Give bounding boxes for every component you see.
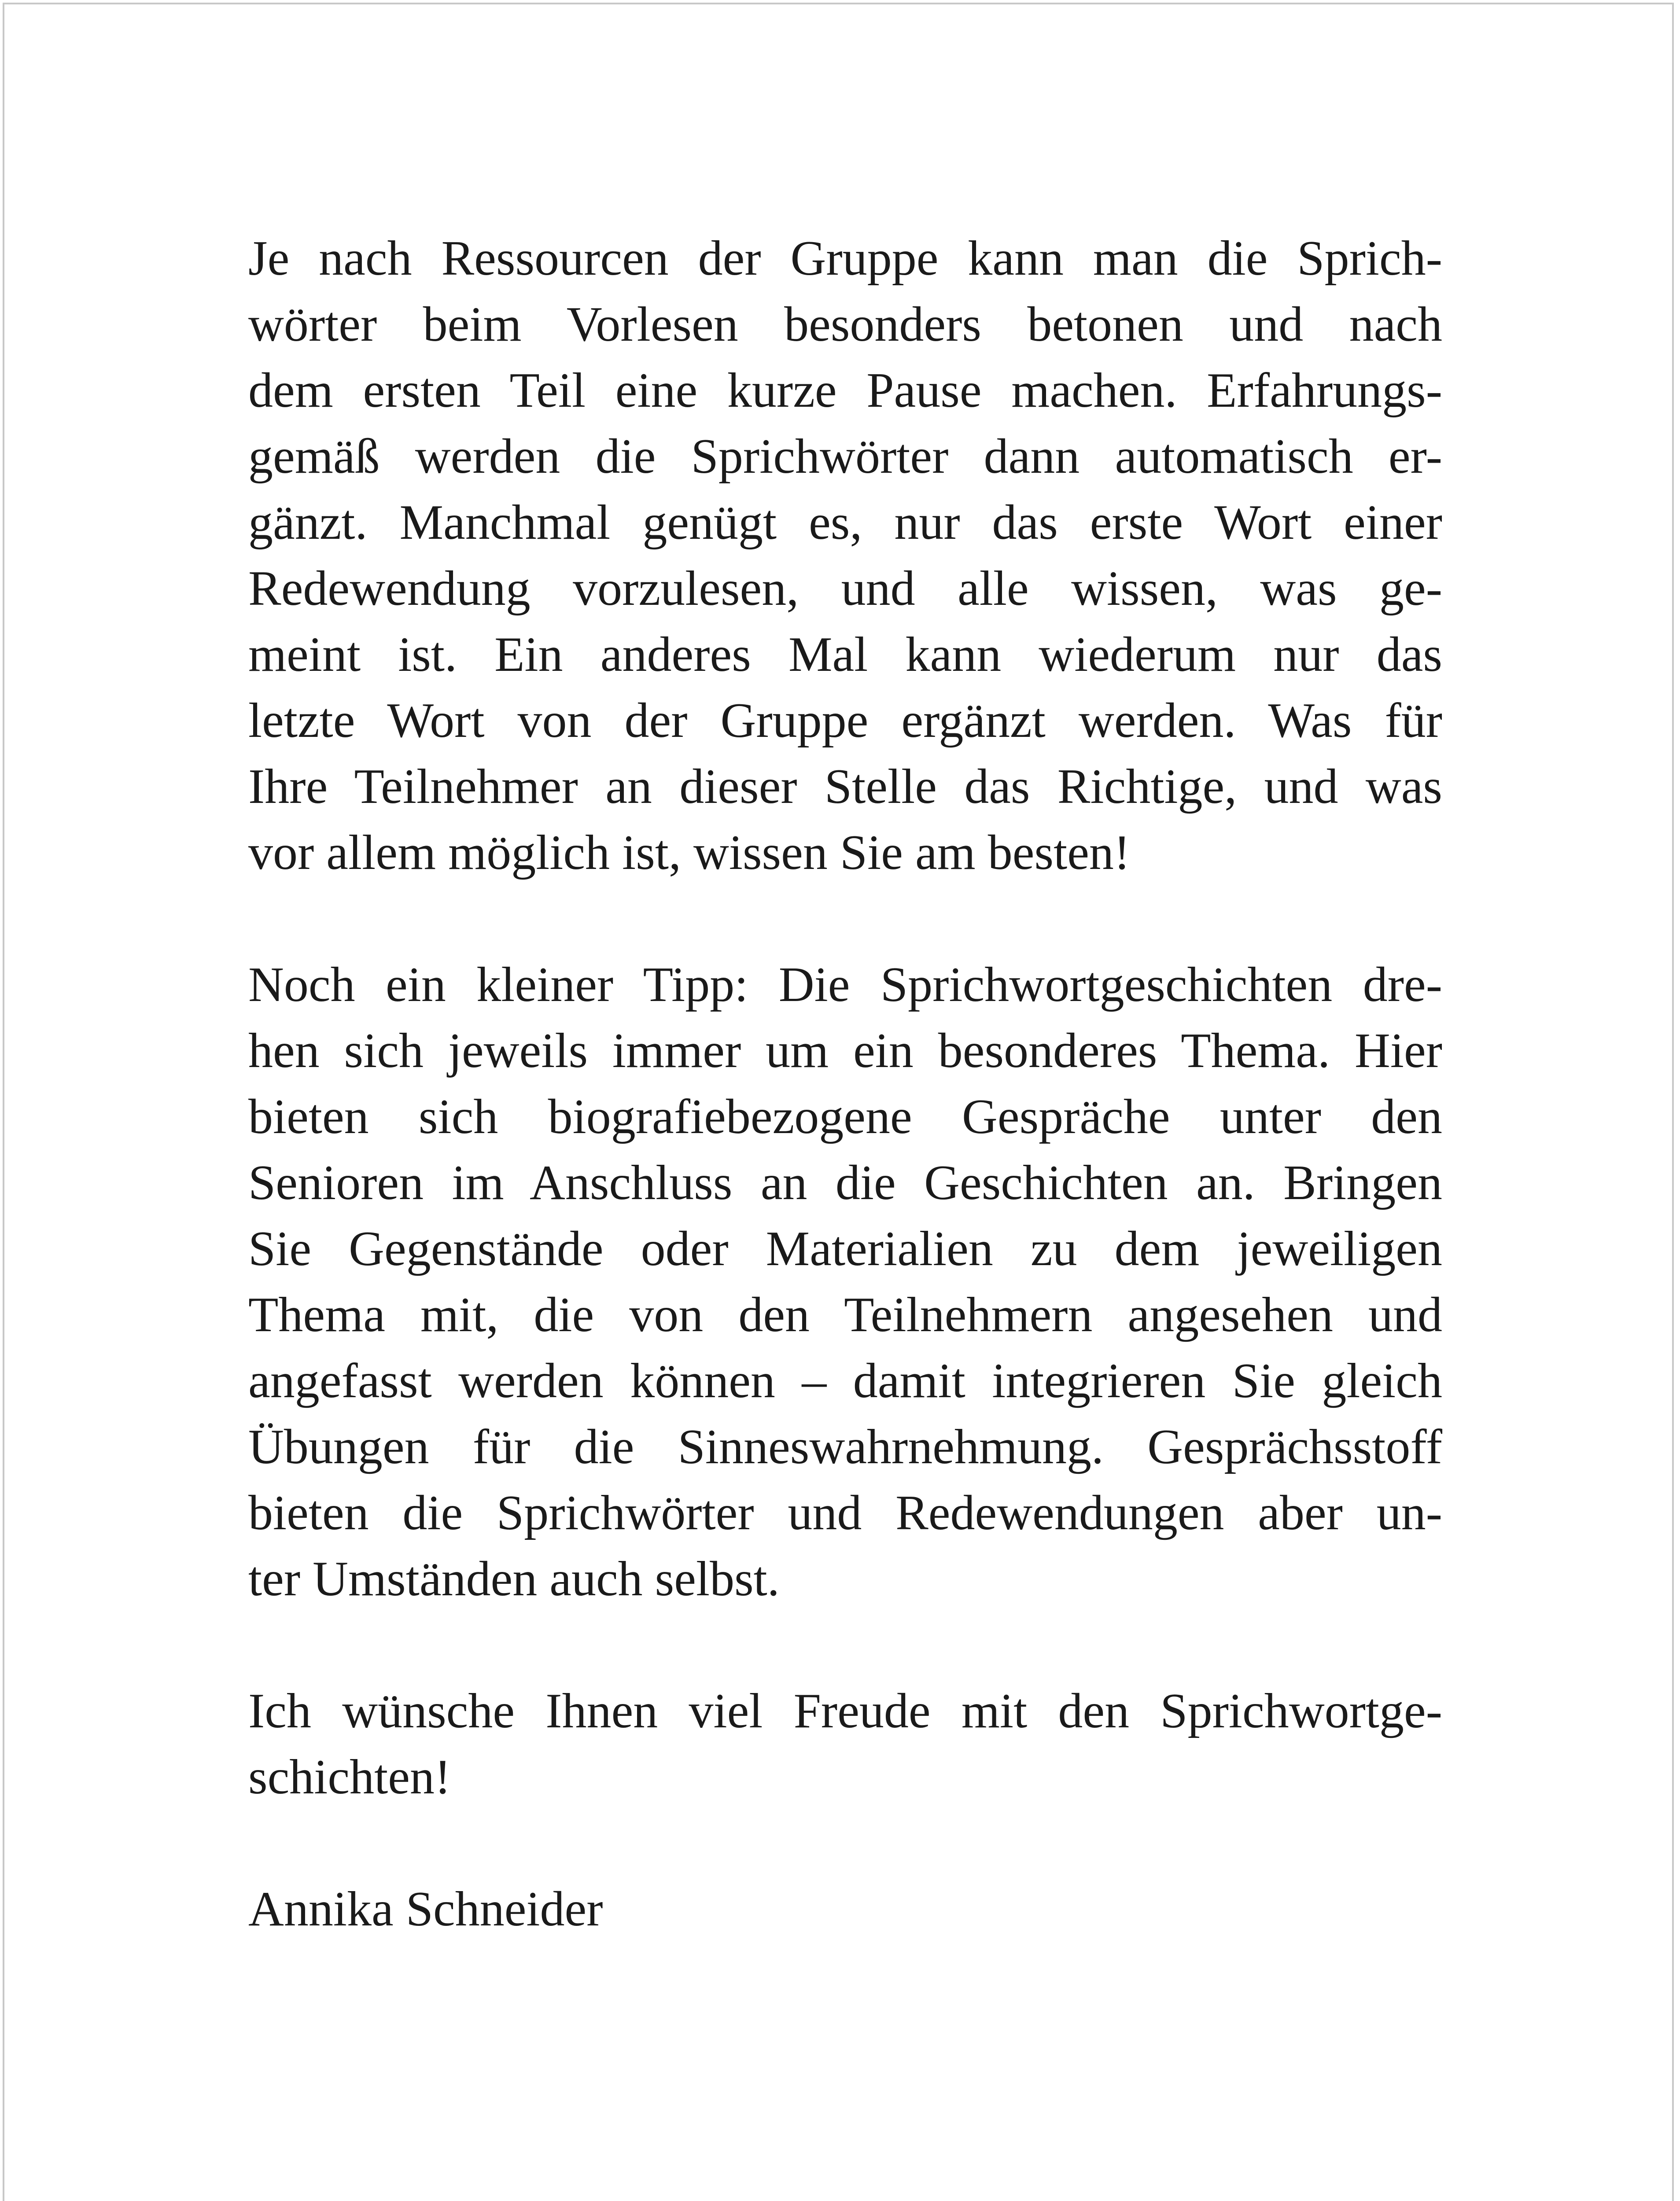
paragraph-line: bieten sich biografiebezogene Gespräche unter den	[248, 1089, 1442, 1144]
paragraph-line: meint ist. Ein anderes Mal kann wiederum nur das	[248, 627, 1442, 682]
paragraph-reading-tips	[248, 225, 1442, 886]
paragraph-line: angefasst werden können – damit integrieren Sie gleich	[248, 1354, 1442, 1408]
paragraph-line: ter Umständen auch selbst.	[248, 1552, 780, 1606]
paragraph-line: Je nach Ressourcen der Gruppe kann man die Sprich-	[248, 231, 1442, 286]
paragraph-line: Ihre Teilnehmer an dieser Stelle das Richtige, und was	[248, 759, 1442, 814]
paragraph-line: wörter beim Vorlesen besonders betonen und nach	[248, 297, 1442, 352]
paragraph-line: Sie Gegenstände oder Materialien zu dem jeweiligen	[248, 1222, 1442, 1276]
paragraph-spacer	[248, 1612, 1442, 1678]
body-text	[248, 225, 1442, 1942]
paragraph-line: letzte Wort von der Gruppe ergänzt werden. Was für	[248, 693, 1442, 748]
paragraph-line: Thema mit, die von den Teilnehmern angesehen und	[248, 1288, 1442, 1342]
document-page	[3, 3, 1674, 2201]
paragraph-line: vor allem möglich ist, wissen Sie am besten!	[248, 825, 1131, 880]
paragraph-small-tip	[248, 952, 1442, 1612]
paragraph-line: dem ersten Teil eine kurze Pause machen. Erfahrungs-	[248, 363, 1442, 418]
paragraph-closing-wish	[248, 1678, 1442, 1810]
paragraph-line: bieten die Sprichwörter und Redewendungen aber un-	[248, 1486, 1442, 1540]
paragraph-line: gänzt. Manchmal genügt es, nur das erste Wort einer	[248, 495, 1442, 550]
author-name: Annika Schneider	[248, 1882, 603, 1936]
paragraph-line: Ich wünsche Ihnen viel Freude mit den Sprichwortge-	[248, 1684, 1442, 1738]
paragraph-line: hen sich jeweils immer um ein besonderes Thema. Hier	[248, 1023, 1442, 1078]
paragraph-spacer	[248, 1810, 1442, 1876]
paragraph-line: Senioren im Anschluss an die Geschichten an. Bringen	[248, 1156, 1442, 1210]
paragraph-line: Übungen für die Sinneswahrnehmung. Gesprächsstoff	[248, 1420, 1442, 1474]
paragraph-line: Noch ein kleiner Tipp: Die Sprichwortgeschichten dre-	[248, 957, 1442, 1012]
paragraph-spacer	[248, 886, 1442, 952]
paragraph-line: gemäß werden die Sprichwörter dann automatisch er-	[248, 429, 1442, 484]
author-signature	[248, 1876, 1442, 1942]
paragraph-line: schichten!	[248, 1750, 451, 1804]
paragraph-line: Redewendung vorzulesen, und alle wissen, was ge-	[248, 561, 1442, 616]
